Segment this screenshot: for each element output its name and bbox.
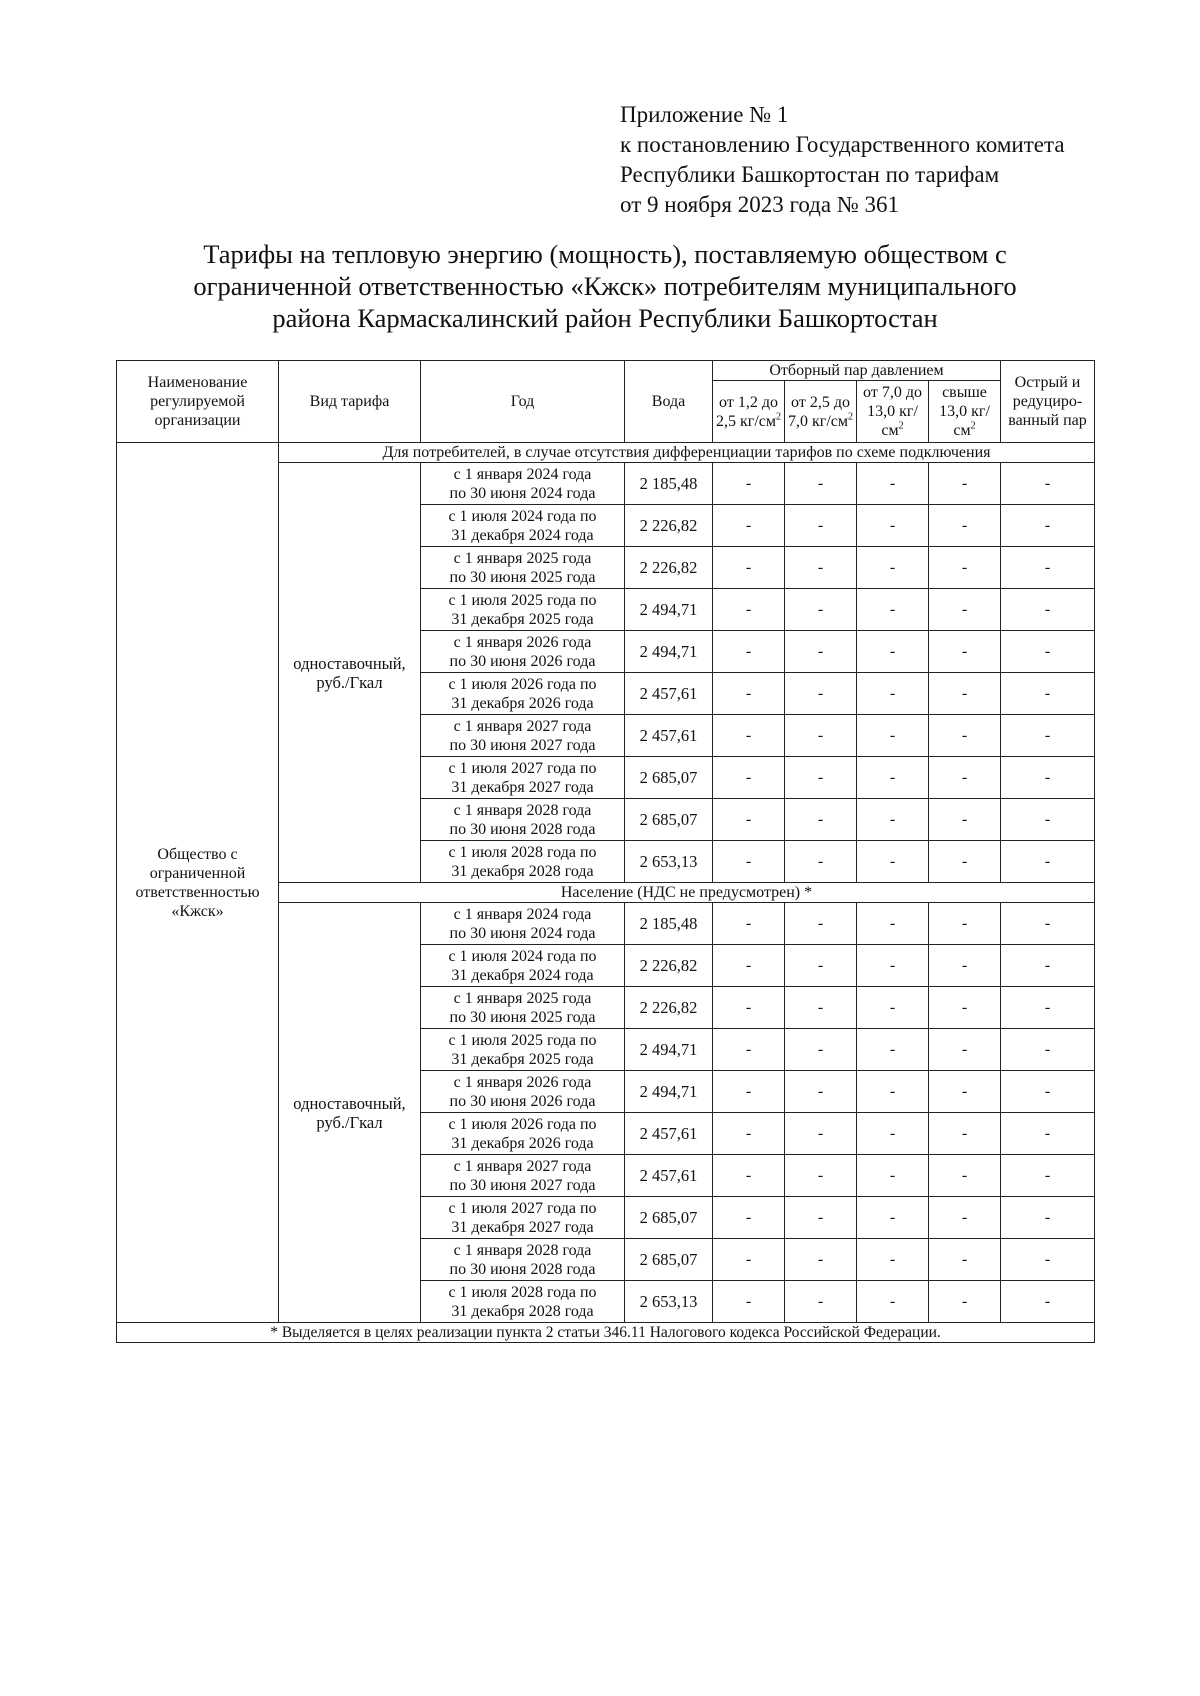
- period-line: по 30 июня 2025 года: [449, 1008, 596, 1026]
- steam-tariff: -: [929, 547, 1001, 589]
- steam-tariff: -: [857, 1197, 929, 1239]
- period-line: по 30 июня 2024 года: [449, 924, 596, 942]
- steam-tariff: -: [1001, 903, 1095, 945]
- header-tariff-type: Вид тарифа: [279, 361, 421, 443]
- steam-tariff: -: [713, 631, 785, 673]
- period-cell: [421, 1029, 625, 1071]
- water-tariff: 2 685,07: [625, 1197, 713, 1239]
- steam-tariff: -: [929, 903, 1001, 945]
- steam-tariff: -: [857, 1155, 929, 1197]
- steam-tariff: -: [1001, 1029, 1095, 1071]
- period-line: по 30 июня 2027 года: [449, 736, 596, 754]
- steam-tariff: -: [929, 1239, 1001, 1281]
- water-tariff: 2 653,13: [625, 1281, 713, 1323]
- water-tariff: 2 226,82: [625, 505, 713, 547]
- steam-tariff: -: [785, 673, 857, 715]
- steam-tariff: -: [785, 1281, 857, 1323]
- steam-tariff: -: [713, 799, 785, 841]
- period-line: по 30 июня 2028 года: [449, 1260, 596, 1278]
- steam-tariff: -: [857, 1029, 929, 1071]
- period-cell: [421, 987, 625, 1029]
- steam-tariff: -: [713, 547, 785, 589]
- steam-tariff: -: [929, 631, 1001, 673]
- period-line: с 1 января 2027 года: [453, 717, 592, 735]
- period-line: с 1 июля 2024 года по: [448, 947, 597, 965]
- steam-tariff: -: [785, 903, 857, 945]
- water-tariff: 2 457,61: [625, 1113, 713, 1155]
- steam-tariff: -: [929, 715, 1001, 757]
- steam-tariff: -: [713, 903, 785, 945]
- period-line: с 1 июля 2025 года по: [448, 1031, 597, 1049]
- steam-tariff: -: [785, 505, 857, 547]
- steam-tariff: -: [1001, 1239, 1095, 1281]
- steam-tariff: -: [1001, 463, 1095, 505]
- period-line: по 30 июня 2024 года: [449, 484, 596, 502]
- header-steam-1: от 1,2 до 2,5 $кг/см^2$: [713, 381, 785, 443]
- steam-tariff: -: [1001, 799, 1095, 841]
- period-line: 31 декабря 2026 года: [451, 1134, 594, 1152]
- appendix-line: к постановлению Государственного комитета: [620, 132, 1065, 157]
- steam-tariff: -: [713, 505, 785, 547]
- steam-tariff: -: [713, 1197, 785, 1239]
- table-body: [117, 443, 1095, 1343]
- header-steam-2: от 2,5 до 7,0 $кг/см^2$: [785, 381, 857, 443]
- water-tariff: 2 457,61: [625, 1155, 713, 1197]
- period-cell: [421, 1071, 625, 1113]
- steam-tariff: -: [857, 1239, 929, 1281]
- period-line: 31 декабря 2024 года: [451, 526, 594, 544]
- footnote: * Выделяется в целях реализации пункта 2 статьи 346.11 Налогового кодекса Российской Федерации.: [117, 1323, 1095, 1343]
- header-sharp-steam: Острый и редуциро-ванный пар: [1001, 361, 1095, 443]
- steam-tariff: -: [857, 903, 929, 945]
- period-cell: [421, 945, 625, 987]
- steam-tariff: -: [929, 799, 1001, 841]
- steam-tariff: -: [929, 673, 1001, 715]
- period-cell: [421, 589, 625, 631]
- steam-tariff: -: [785, 1113, 857, 1155]
- period-line: 31 декабря 2027 года: [451, 1218, 594, 1236]
- appendix-line: Приложение № 1: [620, 102, 789, 127]
- steam-tariff: -: [713, 1281, 785, 1323]
- period-cell: [421, 1281, 625, 1323]
- steam-tariff: -: [857, 1071, 929, 1113]
- steam-tariff: -: [857, 841, 929, 883]
- steam-tariff: -: [1001, 987, 1095, 1029]
- steam-tariff: -: [857, 799, 929, 841]
- water-tariff: 2 494,71: [625, 631, 713, 673]
- steam-tariff: -: [1001, 945, 1095, 987]
- steam-tariff: -: [929, 757, 1001, 799]
- steam-tariff: -: [785, 1029, 857, 1071]
- steam-tariff: -: [785, 841, 857, 883]
- steam-tariff: -: [785, 757, 857, 799]
- steam-tariff: -: [857, 547, 929, 589]
- water-tariff: 2 494,71: [625, 1071, 713, 1113]
- header-steam-4: свыше 13,0 $кг/см^2$: [929, 381, 1001, 443]
- steam-tariff: -: [857, 463, 929, 505]
- period-cell: [421, 799, 625, 841]
- period-line: по 30 июня 2027 года: [449, 1176, 596, 1194]
- steam-tariff: -: [929, 1029, 1001, 1071]
- period-cell: [421, 505, 625, 547]
- steam-tariff: -: [929, 463, 1001, 505]
- steam-tariff: -: [929, 505, 1001, 547]
- period-cell: [421, 673, 625, 715]
- steam-tariff: -: [785, 1239, 857, 1281]
- period-line: с 1 июля 2027 года по: [448, 1199, 597, 1217]
- steam-tariff: -: [713, 1029, 785, 1071]
- steam-tariff: -: [857, 715, 929, 757]
- steam-tariff: -: [929, 1281, 1001, 1323]
- organization-name: Общество с ограниченной ответственностью «Кжск»: [117, 443, 279, 1323]
- period-cell: [421, 1155, 625, 1197]
- period-line: с 1 июля 2026 года по: [448, 675, 597, 693]
- steam-tariff: -: [929, 1071, 1001, 1113]
- steam-tariff: -: [1001, 547, 1095, 589]
- period-cell: [421, 631, 625, 673]
- steam-tariff: -: [785, 1197, 857, 1239]
- steam-tariff: -: [1001, 1113, 1095, 1155]
- title-line: Тарифы на тепловую энергию (мощность), поставляемую обществом с: [203, 239, 1007, 269]
- period-line: по 30 июня 2026 года: [449, 652, 596, 670]
- tariff-type: одноставочный, руб./Гкал: [279, 903, 421, 1323]
- period-cell: [421, 1239, 625, 1281]
- period-line: с 1 января 2028 года: [453, 801, 592, 819]
- steam-tariff: -: [785, 987, 857, 1029]
- period-line: с 1 июля 2028 года по: [448, 843, 597, 861]
- header-steam-3: от 7,0 до 13,0 $кг/см^2$: [857, 381, 929, 443]
- period-line: по 30 июня 2026 года: [449, 1092, 596, 1110]
- steam-tariff: -: [929, 987, 1001, 1029]
- steam-tariff: -: [929, 589, 1001, 631]
- steam-tariff: -: [713, 715, 785, 757]
- steam-tariff: -: [1001, 505, 1095, 547]
- period-line: 31 декабря 2028 года: [451, 1302, 594, 1320]
- water-tariff: 2 685,07: [625, 1239, 713, 1281]
- steam-tariff: -: [857, 1113, 929, 1155]
- period-line: 31 декабря 2028 года: [451, 862, 594, 880]
- period-line: с 1 июля 2024 года по: [448, 507, 597, 525]
- tariff-type: одноставочный, руб./Гкал: [279, 463, 421, 883]
- period-line: с 1 января 2027 года: [453, 1157, 592, 1175]
- period-line: по 30 июня 2025 года: [449, 568, 596, 586]
- steam-tariff: -: [857, 673, 929, 715]
- water-tariff: 2 653,13: [625, 841, 713, 883]
- steam-tariff: -: [1001, 1197, 1095, 1239]
- period-cell: [421, 463, 625, 505]
- steam-tariff: -: [785, 715, 857, 757]
- period-cell: [421, 841, 625, 883]
- steam-tariff: -: [713, 1071, 785, 1113]
- steam-tariff: -: [857, 987, 929, 1029]
- header-water: Вода: [625, 361, 713, 443]
- steam-tariff: -: [929, 1155, 1001, 1197]
- section-row: [117, 443, 1095, 463]
- period-line: с 1 января 2026 года: [453, 1073, 592, 1091]
- footnote-row: [117, 1323, 1095, 1343]
- appendix-block: [620, 100, 1065, 220]
- steam-tariff: -: [929, 945, 1001, 987]
- steam-tariff: -: [1001, 589, 1095, 631]
- appendix-line: Республики Башкортостан по тарифам: [620, 162, 1000, 187]
- steam-tariff: -: [857, 1281, 929, 1323]
- header-org: Наименование регулируемой организации: [117, 361, 279, 443]
- period-line: 31 декабря 2026 года: [451, 694, 594, 712]
- tariff-table: [116, 360, 1095, 1343]
- steam-tariff: -: [713, 1155, 785, 1197]
- steam-tariff: -: [785, 589, 857, 631]
- period-cell: [421, 903, 625, 945]
- period-line: с 1 июля 2027 года по: [448, 759, 597, 777]
- period-cell: [421, 1197, 625, 1239]
- steam-tariff: -: [929, 1197, 1001, 1239]
- water-tariff: 2 494,71: [625, 589, 713, 631]
- water-tariff: 2 226,82: [625, 987, 713, 1029]
- period-line: с 1 января 2024 года: [453, 905, 592, 923]
- header-steam-group: Отборный пар давлением: [713, 361, 1001, 381]
- title-line: ограниченной ответственностью «Кжск» потребителям муниципального: [193, 271, 1017, 301]
- steam-tariff: -: [785, 631, 857, 673]
- appendix-line: от 9 ноября 2023 года № 361: [620, 192, 900, 217]
- steam-tariff: -: [1001, 841, 1095, 883]
- steam-tariff: -: [713, 987, 785, 1029]
- steam-tariff: -: [1001, 715, 1095, 757]
- period-line: 31 декабря 2027 года: [451, 778, 594, 796]
- water-tariff: 2 226,82: [625, 547, 713, 589]
- steam-tariff: -: [1001, 1281, 1095, 1323]
- steam-tariff: -: [857, 589, 929, 631]
- period-line: по 30 июня 2028 года: [449, 820, 596, 838]
- steam-tariff: -: [785, 547, 857, 589]
- period-line: 31 декабря 2025 года: [451, 1050, 594, 1068]
- water-tariff: 2 185,48: [625, 903, 713, 945]
- steam-tariff: -: [713, 841, 785, 883]
- header-year: Год: [421, 361, 625, 443]
- title-line: района Кармаскалинский район Республики Башкортостан: [272, 303, 938, 333]
- period-line: с 1 января 2025 года: [453, 549, 592, 567]
- period-line: с 1 июля 2025 года по: [448, 591, 597, 609]
- period-line: с 1 января 2026 года: [453, 633, 592, 651]
- steam-tariff: -: [785, 945, 857, 987]
- steam-tariff: -: [1001, 631, 1095, 673]
- steam-tariff: -: [713, 945, 785, 987]
- water-tariff: 2 185,48: [625, 463, 713, 505]
- period-line: 31 декабря 2025 года: [451, 610, 594, 628]
- steam-tariff: -: [929, 1113, 1001, 1155]
- water-tariff: 2 685,07: [625, 799, 713, 841]
- period-line: с 1 января 2024 года: [453, 465, 592, 483]
- steam-tariff: -: [857, 757, 929, 799]
- period-cell: [421, 757, 625, 799]
- steam-tariff: -: [1001, 673, 1095, 715]
- water-tariff: 2 457,61: [625, 715, 713, 757]
- period-line: 31 декабря 2024 года: [451, 966, 594, 984]
- steam-tariff: -: [1001, 1155, 1095, 1197]
- steam-tariff: -: [785, 799, 857, 841]
- period-cell: [421, 547, 625, 589]
- water-tariff: 2 457,61: [625, 673, 713, 715]
- steam-tariff: -: [713, 589, 785, 631]
- water-tariff: 2 685,07: [625, 757, 713, 799]
- section-title: Для потребителей, в случае отсутствия дифференциации тарифов по схеме подключения: [279, 443, 1095, 463]
- steam-tariff: -: [785, 1071, 857, 1113]
- steam-tariff: -: [713, 1239, 785, 1281]
- water-tariff: 2 494,71: [625, 1029, 713, 1071]
- period-line: с 1 июля 2026 года по: [448, 1115, 597, 1133]
- steam-tariff: -: [713, 757, 785, 799]
- period-line: с 1 июля 2028 года по: [448, 1283, 597, 1301]
- period-cell: [421, 715, 625, 757]
- steam-tariff: -: [713, 673, 785, 715]
- steam-tariff: -: [929, 841, 1001, 883]
- steam-tariff: -: [713, 1113, 785, 1155]
- steam-tariff: -: [857, 631, 929, 673]
- section-title: Население (НДС не предусмотрен) *: [279, 883, 1095, 903]
- water-tariff: 2 226,82: [625, 945, 713, 987]
- steam-tariff: -: [713, 463, 785, 505]
- period-line: с 1 января 2028 года: [453, 1241, 592, 1259]
- steam-tariff: -: [857, 945, 929, 987]
- document-title: [110, 238, 1100, 334]
- steam-tariff: -: [785, 1155, 857, 1197]
- period-cell: [421, 1113, 625, 1155]
- steam-tariff: -: [785, 463, 857, 505]
- steam-tariff: -: [1001, 757, 1095, 799]
- steam-tariff: -: [1001, 1071, 1095, 1113]
- period-line: с 1 января 2025 года: [453, 989, 592, 1007]
- steam-tariff: -: [857, 505, 929, 547]
